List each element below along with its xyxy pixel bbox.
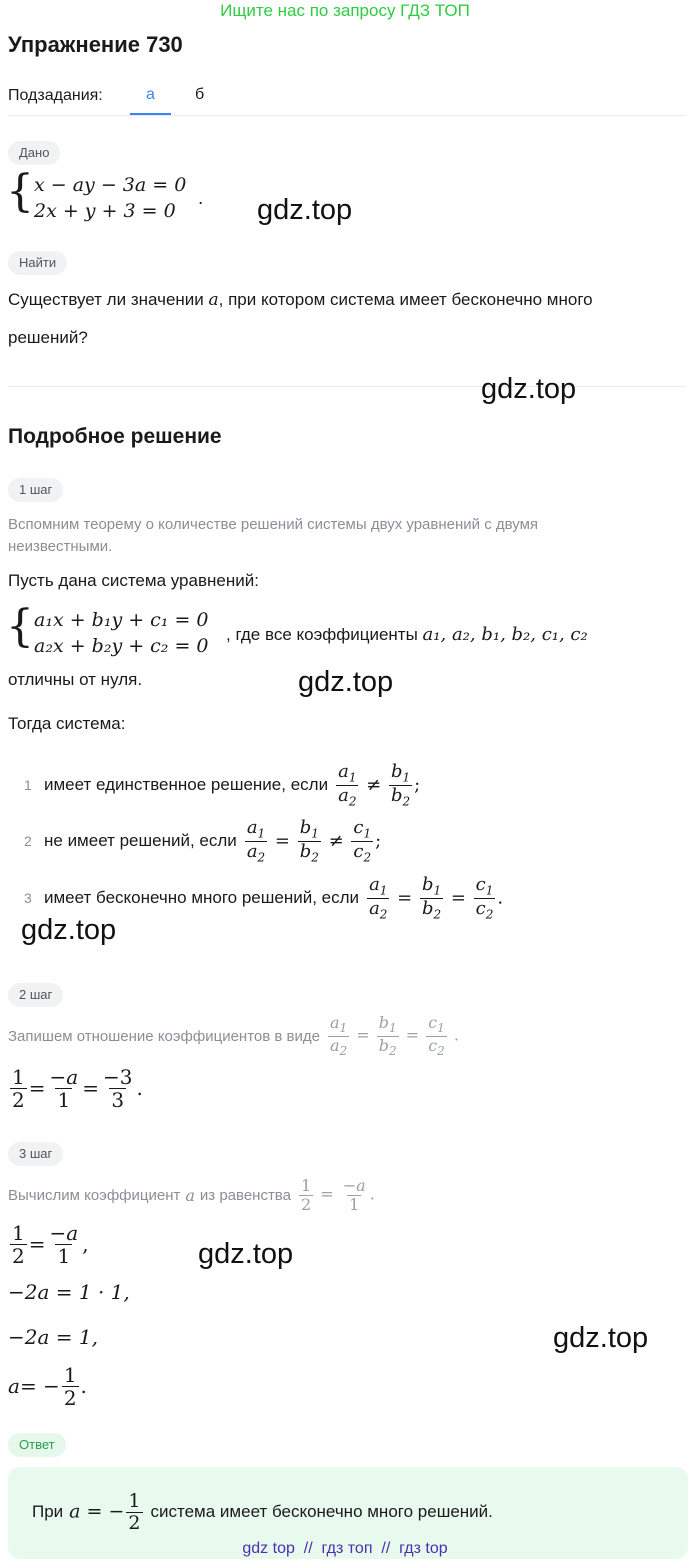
step3-hint-after: из равенства: [199, 1186, 291, 1204]
step3-pill: 3 шаг: [8, 1142, 63, 1166]
condition-text: имеет единственное решение, если: [44, 775, 329, 794]
tabs-divider: [8, 115, 686, 116]
step1-intro: Пусть дана система уравнений:: [8, 571, 259, 590]
step3-line2: −2a = 1 · 1,: [8, 1280, 130, 1304]
condition-text: не имеет решений, если: [44, 831, 237, 850]
step2-hint-line: [8, 1012, 459, 1060]
condition-number: 2: [24, 833, 32, 849]
find-text-line2: решений?: [8, 328, 88, 347]
watermark: gdz.top: [257, 194, 353, 226]
system-eq1: a₁x + b₁y + c₁ = 0: [34, 609, 209, 631]
answer-text: [32, 1487, 493, 1537]
watermark: gdz.top: [298, 666, 394, 698]
tab-b[interactable]: б: [195, 86, 205, 103]
where-text: , где все коэффициенты: [226, 625, 418, 644]
step2-equation: $\frac{1}{2}$ = $\frac{-a}{1}$ = $\frac{-3}{3}$ .: [12, 1064, 143, 1112]
find-pill: Найти: [8, 251, 67, 275]
answer-pill: Ответ: [8, 1433, 66, 1457]
step2-hint: Запишем отношение коэффициентов в виде: [8, 1027, 320, 1045]
condition-text: имеет бесконечно много решений, если: [44, 888, 360, 907]
solution-title: Подробное решение: [8, 425, 222, 448]
tab-a[interactable]: а: [146, 86, 155, 103]
system-where: [226, 624, 588, 645]
watermark: gdz.top: [553, 1322, 649, 1354]
step1-hint: Вспомним теорему о количестве решений системы двух уравнений с двумя неизвестными.: [8, 516, 539, 555]
find-var: a: [208, 290, 219, 310]
given-pill: Дано: [8, 141, 60, 165]
condition-number: 1: [24, 777, 32, 793]
step3-line3: −2a = 1,: [8, 1325, 98, 1349]
divider: [8, 386, 686, 387]
given-dot: .: [198, 188, 204, 209]
condition-1: [24, 760, 420, 810]
page-title: Упражнение 730: [8, 32, 183, 57]
system-brace: {: [6, 601, 34, 652]
step2-pill: 2 шаг: [8, 983, 63, 1007]
find-text: [8, 290, 593, 310]
given-eq2: 2x + y + 3 = 0: [34, 200, 176, 222]
coefs-list: a₁, a₂, b₁, b₂, c₁, c₂: [422, 624, 588, 645]
step2-ratio: $\frac{a_1}{a_2}$ = $\frac{b_1}{b_2}$ = $\frac{c_1}{c_2}$ .: [329, 1013, 459, 1058]
condition-formula: $\frac{a_1}{a_2}$ = $\frac{b_1}{b_2}$ ≠ $\frac{c_1}{c_2}$ ;: [246, 816, 382, 865]
step3-line4: a = − $\frac{1}{2}$ .: [8, 1362, 87, 1410]
condition-formula: $\frac{a_1}{a_2}$ ≠ $\frac{b_1}{b_2}$ ;: [338, 760, 421, 809]
condition-number: 3: [24, 890, 32, 906]
watermark: gdz.top: [481, 373, 577, 405]
nonzero-text: отличны от нуля.: [8, 670, 143, 689]
top-banner[interactable]: Ищите нас по запросу ГДЗ ТОП: [220, 1, 470, 20]
given-eq1: x − ay − 3a = 0: [34, 174, 187, 196]
then-text: Тогда система:: [8, 714, 126, 733]
given-brace: {: [6, 166, 34, 217]
step3-line1: $\frac{1}{2}$ = $\frac{-a}{1}$ ,: [12, 1220, 89, 1268]
watermark: gdz.top: [21, 914, 117, 946]
step3-hint: Вычислим коэффициент: [8, 1186, 181, 1204]
step3-hint-formula: $\frac{1}{2}$ = $\frac{-a}{1}$ .: [300, 1175, 375, 1214]
answer-after: система имеет бесконечно много решений.: [150, 1502, 493, 1521]
answer-formula: a = − $\frac{1}{2}$: [69, 1489, 141, 1534]
answer-before: При: [32, 1502, 64, 1521]
step3-hint-line: [8, 1172, 375, 1218]
condition-2: [24, 816, 381, 866]
find-text-after: , при котором система имеет бесконечно много: [218, 290, 593, 309]
footer-links[interactable]: gdz top // гдз топ // гдз top: [242, 1540, 448, 1557]
condition-formula: $\frac{a_1}{a_2}$ = $\frac{b_1}{b_2}$ = $\frac{c_1}{c_2}$ .: [369, 873, 504, 922]
watermark: gdz.top: [198, 1238, 294, 1270]
subtasks-label: Подзадания:: [8, 87, 103, 104]
step1-pill: 1 шаг: [8, 478, 63, 502]
step3-hint-var: a: [185, 1185, 195, 1205]
find-text-before: Существует ли значении: [8, 290, 204, 309]
system-eq2: a₂x + b₂y + c₂ = 0: [34, 635, 209, 657]
